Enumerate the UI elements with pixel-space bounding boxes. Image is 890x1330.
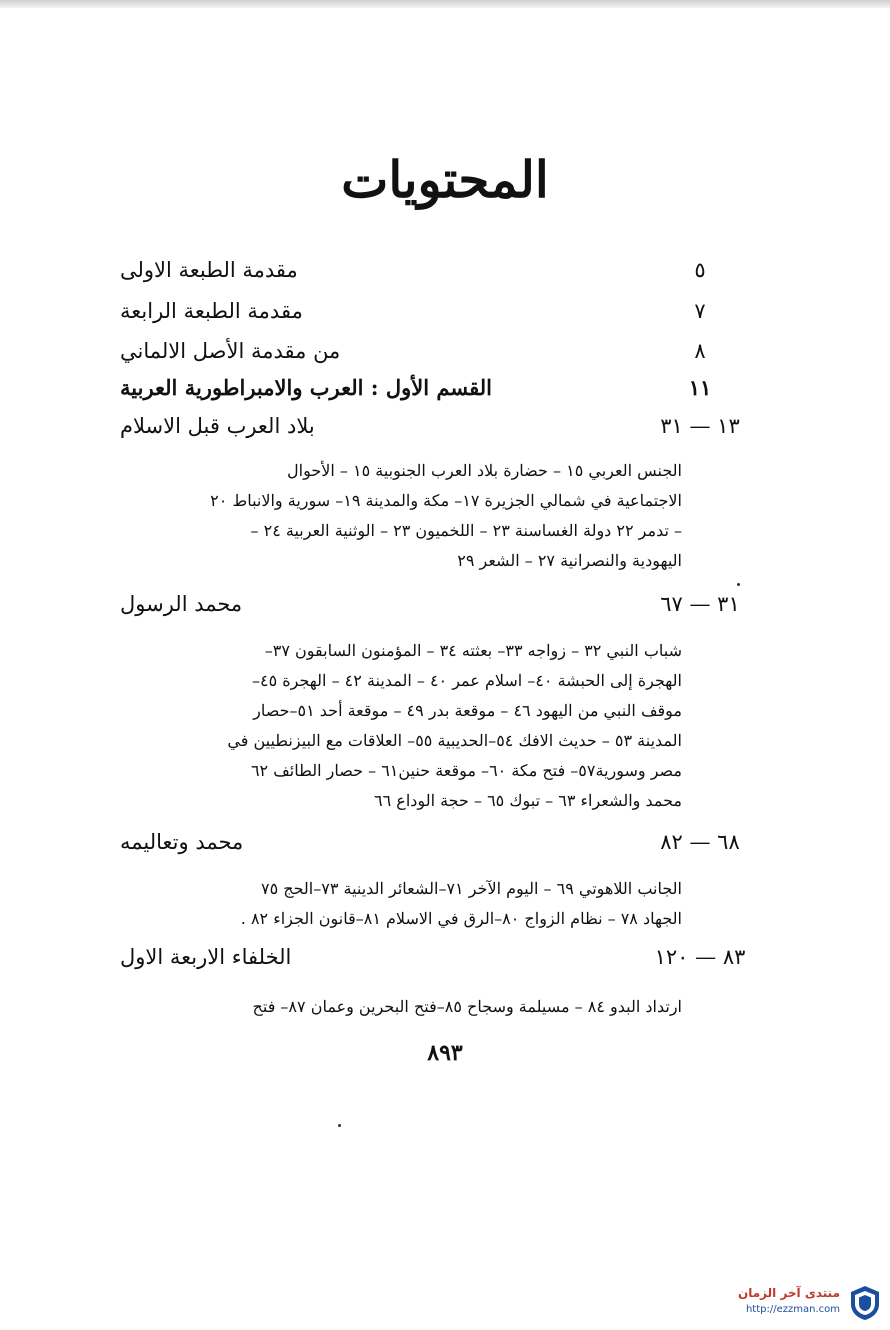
toc-entry-page: ٦٨ — ٨٢ [660, 830, 740, 854]
forum-watermark[interactable] [692, 1284, 882, 1324]
toc-subtopics-arabia [212, 456, 682, 576]
toc-entry-german-original-intro [120, 339, 750, 363]
toc-entry-four-caliphs [120, 945, 750, 969]
subtopic-line: – تدمر ٢٢ دولة الغساسنة ٢٣ – اللخميون ٢٣ – الوثنية العربية ٢٤ – [250, 521, 682, 540]
toc-entry-page: ١٣ — ٣١ [660, 414, 740, 438]
subtopic-line: الجنس العربي ١٥ – حضارة بلاد العرب الجنوبية ١٥ – الأحوال [287, 461, 682, 480]
subtopic-line: الهجرة إلى الحبشة ٤٠– اسلام عمر ٤٠ – المدينة ٤٢ – الهجرة ٤٥– [251, 671, 682, 690]
page-number: ٨٩٣ [427, 1040, 463, 1066]
toc-entry-page: ٨ [694, 339, 706, 363]
watermark-url[interactable]: http://ezzman.com [745, 1304, 840, 1315]
subtopic-line: الجهاد ٧٨ – نظام الزواج ٨٠–الرق في الاسلام ٨١–قانون الجزاء ٨٢ . [240, 909, 682, 928]
toc-entry-label: من مقدمة الأصل الالماني [120, 339, 341, 363]
ink-speck [338, 1124, 341, 1127]
subtopic-line: ارتداد البدو ٨٤ – مسيلمة وسجاح ٨٥–فتح البحرين وعمان ٨٧– فتح [252, 997, 682, 1016]
toc-entry-label: محمد وتعاليمه [120, 830, 244, 854]
shield-icon [848, 1284, 882, 1322]
viewer-top-bar [0, 0, 890, 8]
subtopic-line: شباب النبي ٣٢ – زواجه ٣٣– بعثته ٣٤ – المؤمنون السابقون ٣٧– [264, 641, 682, 660]
toc-subtopics-prophet [212, 636, 682, 816]
toc-section-part-one [120, 375, 750, 400]
subtopic-line: اليهودية والنصرانية ٢٧ – الشعر ٢٩ [457, 551, 682, 570]
toc-subtopics-teachings [212, 874, 682, 934]
toc-entry-page: ٣١ — ٦٧ [660, 592, 740, 616]
subtopic-line: مصر وسورية٥٧– فتح مكة ٦٠– موقعة حنين٦١ – حصار الطائف ٦٢ [250, 761, 682, 780]
toc-entry-page: ٥ [694, 258, 706, 282]
watermark-name: منتدى آخر الزمان [738, 1286, 840, 1300]
subtopic-line: الاجتماعية في شمالي الجزيرة ١٧– مكة والمدينة ١٩– سورية والانباط ٢٠ [210, 491, 682, 510]
toc-entry-label: مقدمة الطبعة الاولى [120, 258, 298, 282]
subtopic-line: المدينة ٥٣ – حديث الافك ٥٤–الحديبية ٥٥– العلاقات مع البيزنطيين في [227, 731, 682, 750]
toc-entry-muhammad-prophet [120, 592, 750, 616]
toc-subtopics-caliphs [212, 992, 682, 1022]
toc-entry-page: ٧ [694, 299, 706, 323]
subtopic-line: محمد والشعراء ٦٣ – تبوك ٦٥ – حجة الوداع ٦٦ [374, 791, 682, 810]
subtopic-line: موقف النبي من اليهود ٤٦ – موقعة بدر ٤٩ – موقعة أحد ٥١–حصار [253, 701, 682, 720]
ink-speck [737, 583, 740, 586]
toc-entry-label: الخلفاء الاربعة الاول [120, 945, 292, 969]
toc-entry-label: محمد الرسول [120, 592, 243, 616]
toc-entry-label: بلاد العرب قبل الاسلام [120, 414, 315, 438]
toc-entry-arabia-before-islam [120, 414, 750, 438]
subtopic-line: الجانب اللاهوتي ٦٩ – اليوم الآخر ٧١–الشعائر الدينية ٧٣–الحج ٧٥ [260, 879, 682, 898]
toc-entry-label: مقدمة الطبعة الرابعة [120, 299, 303, 323]
page-title: المحتويات [341, 150, 549, 209]
toc-entry-fourth-edition-intro [120, 299, 750, 323]
toc-entry-muhammad-teachings [120, 830, 750, 854]
toc-entry-first-edition-intro [120, 258, 750, 282]
toc-entry-label: القسم الأول : العرب والامبراطورية العربية [120, 375, 492, 400]
toc-entry-page: ١١ [688, 375, 712, 400]
toc-entry-page: ٨٣ — ١٢٠ [654, 945, 746, 969]
